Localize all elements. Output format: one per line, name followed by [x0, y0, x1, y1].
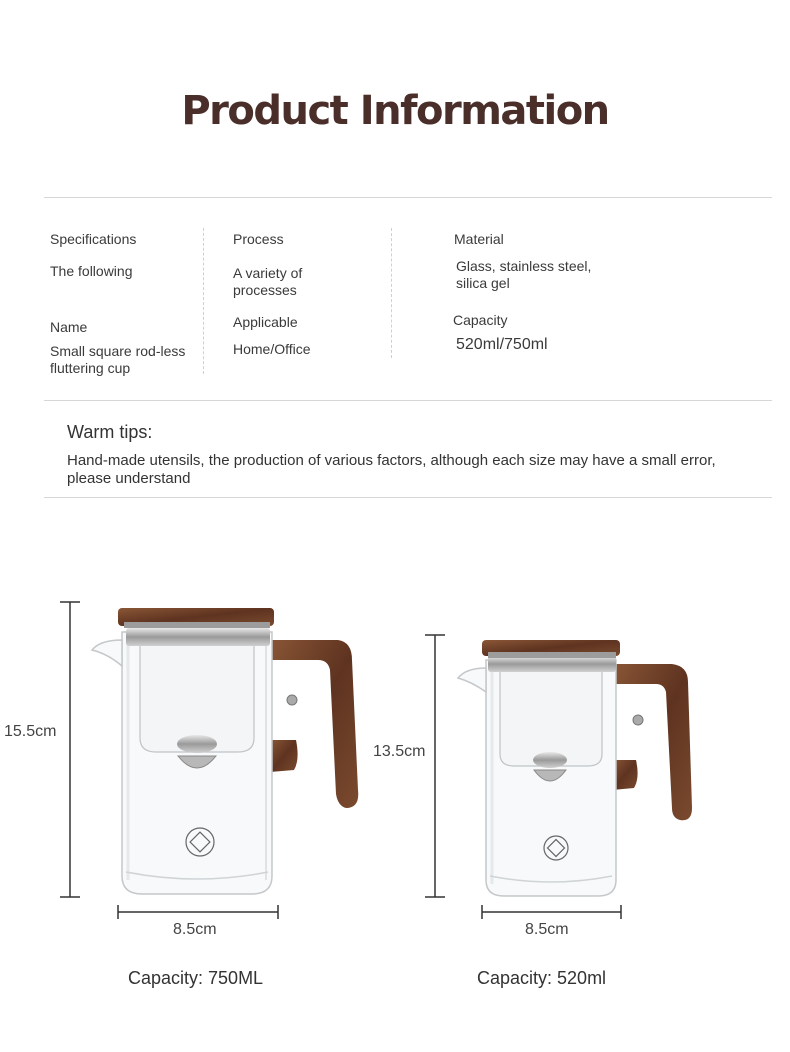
page-title: Product Information [181, 88, 609, 134]
process-value-line1: A variety of [233, 265, 303, 281]
warm-tips-title: Warm tips: [67, 422, 153, 442]
material-value-line2: silica gel [456, 275, 510, 291]
height-label-520: 13.5cm [373, 743, 426, 760]
inner-infuser [500, 668, 602, 766]
capacity-label: Capacity [453, 312, 508, 328]
name-value-line2: fluttering cup [50, 360, 131, 376]
steel-rim [126, 628, 270, 646]
capacity-label-750: Capacity: 750ML [128, 968, 264, 988]
material-value-line1: Glass, stainless steel, [456, 258, 592, 274]
pitcher-750ml [60, 602, 358, 919]
specifications-value: The following [50, 263, 133, 279]
height-label-750: 15.5cm [4, 723, 57, 740]
pitcher-520ml [425, 635, 692, 919]
applicable-value: Home/Office [233, 341, 311, 357]
wood-handle [268, 640, 358, 808]
process-label: Process [233, 231, 284, 247]
specifications-label: Specifications [50, 231, 137, 247]
name-label: Name [50, 319, 88, 335]
warm-tips-body: Hand-made utensils, the production of various factors, although each size may have a small error, please understand [67, 452, 716, 487]
material-label: Material [454, 231, 504, 247]
steel-rim [488, 656, 616, 672]
process-value-line2: processes [233, 282, 297, 298]
name-value-line1: Small square rod-less [50, 343, 186, 359]
capacity-value: 520ml/750ml [456, 336, 548, 353]
width-label-750: 8.5cm [173, 921, 217, 938]
wood-handle [612, 664, 692, 820]
spout [458, 668, 486, 692]
width-label-520: 8.5cm [525, 921, 569, 938]
applicable-label: Applicable [233, 314, 298, 330]
spout [92, 640, 122, 666]
capacity-label-520: Capacity: 520ml [477, 968, 607, 988]
